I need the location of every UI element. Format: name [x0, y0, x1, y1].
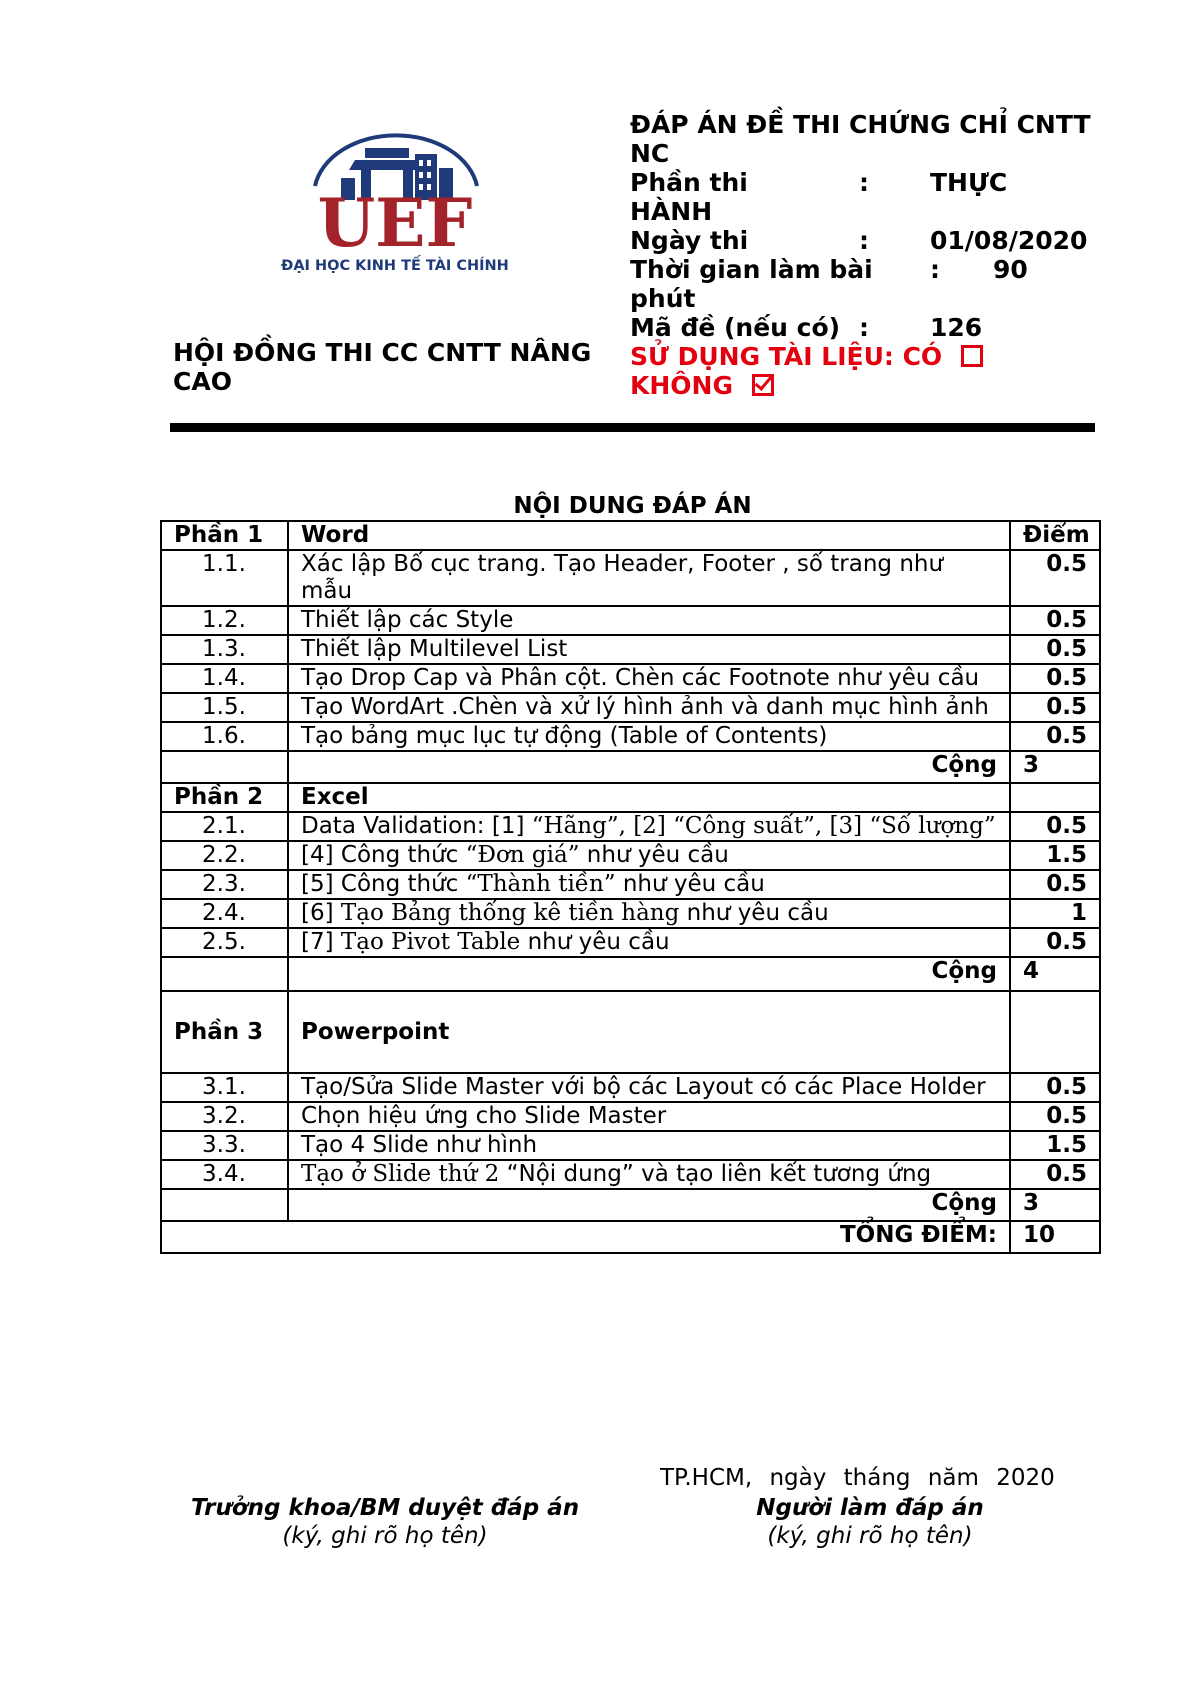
- code-row: [630, 313, 1100, 342]
- materials-no-checkbox[interactable]: [752, 374, 774, 396]
- subtotal-row: [161, 751, 1100, 783]
- exam-council: HỘI ĐỒNG THI CC CNTT NÂNG CAO: [173, 338, 592, 396]
- item-number: 3.4.: [161, 1160, 288, 1189]
- item-points: 0.5: [1010, 1102, 1100, 1131]
- item-points: 0.5: [1010, 870, 1100, 899]
- item-number: 2.1.: [161, 812, 288, 841]
- part-label: Phần 3: [161, 991, 288, 1073]
- materials-no-label: KHÔNG: [630, 371, 733, 400]
- item-points: 0.5: [1010, 635, 1100, 664]
- part-name: Powerpoint: [288, 991, 1010, 1073]
- item-number: 2.4.: [161, 899, 288, 928]
- signature-date: TP.HCM, ngày tháng năm 2020: [660, 1465, 1055, 1491]
- signature-right-title: Người làm đáp án: [756, 1495, 984, 1521]
- item-number: 2.2.: [161, 841, 288, 870]
- table-row: [161, 1131, 1100, 1160]
- section-value-part1: THỰC: [930, 168, 1008, 197]
- subtotal-value: 4: [1010, 957, 1100, 991]
- table-row: [161, 841, 1100, 870]
- materials-no-row: [630, 371, 1100, 400]
- table-row: [161, 664, 1100, 693]
- item-points: 0.5: [1010, 928, 1100, 957]
- part-label: Phần 2: [161, 783, 288, 812]
- item-number: 2.3.: [161, 870, 288, 899]
- header-divider: [170, 423, 1095, 432]
- section-row: [630, 168, 1100, 197]
- item-number: 1.4.: [161, 664, 288, 693]
- part-header-row: [161, 521, 1100, 550]
- table-row: [161, 606, 1100, 635]
- item-number: 3.3.: [161, 1131, 288, 1160]
- university-logo: [255, 118, 535, 278]
- table-row: [161, 635, 1100, 664]
- materials-yes-label: SỬ DỤNG TÀI LIỆU: CÓ: [630, 342, 943, 371]
- materials-yes-row: [630, 342, 1100, 371]
- table-row: [161, 550, 1100, 606]
- part-label: Phần 1: [161, 521, 288, 550]
- item-points: 0.5: [1010, 664, 1100, 693]
- item-number: 1.6.: [161, 722, 288, 751]
- table-row: [161, 1073, 1100, 1102]
- duration-value-part1: 90: [993, 255, 1028, 284]
- total-value: 10: [1010, 1221, 1100, 1253]
- section-label: Phần thi: [630, 168, 748, 197]
- table-row: [161, 1160, 1100, 1189]
- item-points: 0.5: [1010, 693, 1100, 722]
- item-content: Tạo 4 Slide như hình: [288, 1131, 1010, 1160]
- subtotal-row: [161, 1189, 1100, 1221]
- table-row: [161, 899, 1100, 928]
- item-content: [4] Công thức “Đơn giá” như yêu cầu: [288, 841, 1010, 870]
- table-row: [161, 812, 1100, 841]
- signature-right-sub: (ký, ghi rõ họ tên): [767, 1523, 973, 1549]
- table-row: [161, 870, 1100, 899]
- svg-text:UEF: UEF: [317, 184, 473, 262]
- item-points: 1: [1010, 899, 1100, 928]
- part-name: Word: [288, 521, 1010, 550]
- duration-row: [630, 255, 1100, 284]
- item-content: Xác lập Bố cục trang. Tạo Header, Footer , số trang như mẫu: [288, 550, 1010, 606]
- exam-title: ĐÁP ÁN ĐỀ THI CHỨNG CHỈ CNTT NC: [630, 110, 1091, 168]
- part-header-row: [161, 991, 1100, 1073]
- uef-logo-icon: [255, 118, 535, 278]
- colon: :: [930, 255, 940, 284]
- date-label: Ngày thi: [630, 226, 749, 255]
- duration-label: Thời gian làm bài: [630, 255, 873, 284]
- table-row: [161, 722, 1100, 751]
- item-content: Tạo ở Slide thứ 2 “Nội dung” và tạo liên kết tương ứng: [288, 1160, 1010, 1189]
- item-points: 0.5: [1010, 1160, 1100, 1189]
- item-number: 3.1.: [161, 1073, 288, 1102]
- signature-left-sub: (ký, ghi rõ họ tên): [282, 1523, 488, 1549]
- item-content: Data Validation: [1] “Hãng”, [2] “Công suất”, [3] “Số lượng”: [288, 812, 1010, 841]
- subtotal-value: 3: [1010, 1189, 1100, 1221]
- item-content: [7] Tạo Pivot Table như yêu cầu: [288, 928, 1010, 957]
- item-points: 0.5: [1010, 812, 1100, 841]
- table-row: [161, 693, 1100, 722]
- item-number: 1.3.: [161, 635, 288, 664]
- colon: :: [859, 226, 869, 255]
- signature-right: [680, 1494, 1060, 1550]
- item-points: 1.5: [1010, 1131, 1100, 1160]
- date-row: [630, 226, 1100, 255]
- item-number: 1.2.: [161, 606, 288, 635]
- item-content: [5] Công thức “Thành tiền” như yêu cầu: [288, 870, 1010, 899]
- item-content: Chọn hiệu ứng cho Slide Master: [288, 1102, 1010, 1131]
- answer-table-title: NỘI DUNG ĐÁP ÁN: [513, 493, 752, 519]
- subtotal-label: Cộng: [288, 957, 1010, 991]
- item-points: 1.5: [1010, 841, 1100, 870]
- item-points: 0.5: [1010, 606, 1100, 635]
- item-content: Tạo WordArt .Chèn và xử lý hình ảnh và danh mục hình ảnh: [288, 693, 1010, 722]
- item-content: Thiết lập Multilevel List: [288, 635, 1010, 664]
- item-content: Tạo/Sửa Slide Master với bộ các Layout có các Place Holder: [288, 1073, 1010, 1102]
- total-row: [161, 1221, 1100, 1253]
- item-points: 0.5: [1010, 550, 1100, 606]
- total-label: TỔNG ĐIỂM:: [161, 1221, 1010, 1253]
- table-row: [161, 928, 1100, 957]
- item-number: 1.1.: [161, 550, 288, 606]
- item-points: 0.5: [1010, 1073, 1100, 1102]
- section-value-wrap: HÀNH: [630, 197, 713, 226]
- date-value: 01/08/2020: [930, 226, 1088, 255]
- materials-yes-checkbox[interactable]: [961, 345, 983, 367]
- part-header-row: [161, 783, 1100, 812]
- subtotal-label: Cộng: [288, 1189, 1010, 1221]
- item-number: 3.2.: [161, 1102, 288, 1131]
- duration-value-wrap: phút: [630, 284, 696, 313]
- part-name: Excel: [288, 783, 1010, 812]
- item-number: 2.5.: [161, 928, 288, 957]
- colon: :: [859, 313, 869, 342]
- item-content: Tạo Drop Cap và Phân cột. Chèn các Footnote như yêu cầu: [288, 664, 1010, 693]
- code-value: 126: [930, 313, 983, 342]
- item-points: 0.5: [1010, 722, 1100, 751]
- subtotal-value: 3: [1010, 751, 1100, 783]
- colon: :: [859, 168, 869, 197]
- subtotal-label: Cộng: [288, 751, 1010, 783]
- item-number: 1.5.: [161, 693, 288, 722]
- subtotal-row: [161, 957, 1100, 991]
- svg-text:ĐẠI HỌC KINH TẾ TÀI CHÍNH: ĐẠI HỌC KINH TẾ TÀI CHÍNH: [281, 258, 509, 274]
- item-content: Tạo bảng mục lục tự động (Table of Contents): [288, 722, 1010, 751]
- table-row: [161, 1102, 1100, 1131]
- item-content: [6] Tạo Bảng thống kê tiền hàng như yêu cầu: [288, 899, 1010, 928]
- code-label: Mã đề (nếu có): [630, 313, 841, 342]
- signature-left-title: Trưởng khoa/BM duyệt đáp án: [190, 1495, 580, 1521]
- answer-table: [160, 520, 1101, 1254]
- points-header: Điểm: [1010, 521, 1100, 550]
- item-content: Thiết lập các Style: [288, 606, 1010, 635]
- exam-info: [630, 110, 1100, 400]
- signature-left: [165, 1494, 605, 1550]
